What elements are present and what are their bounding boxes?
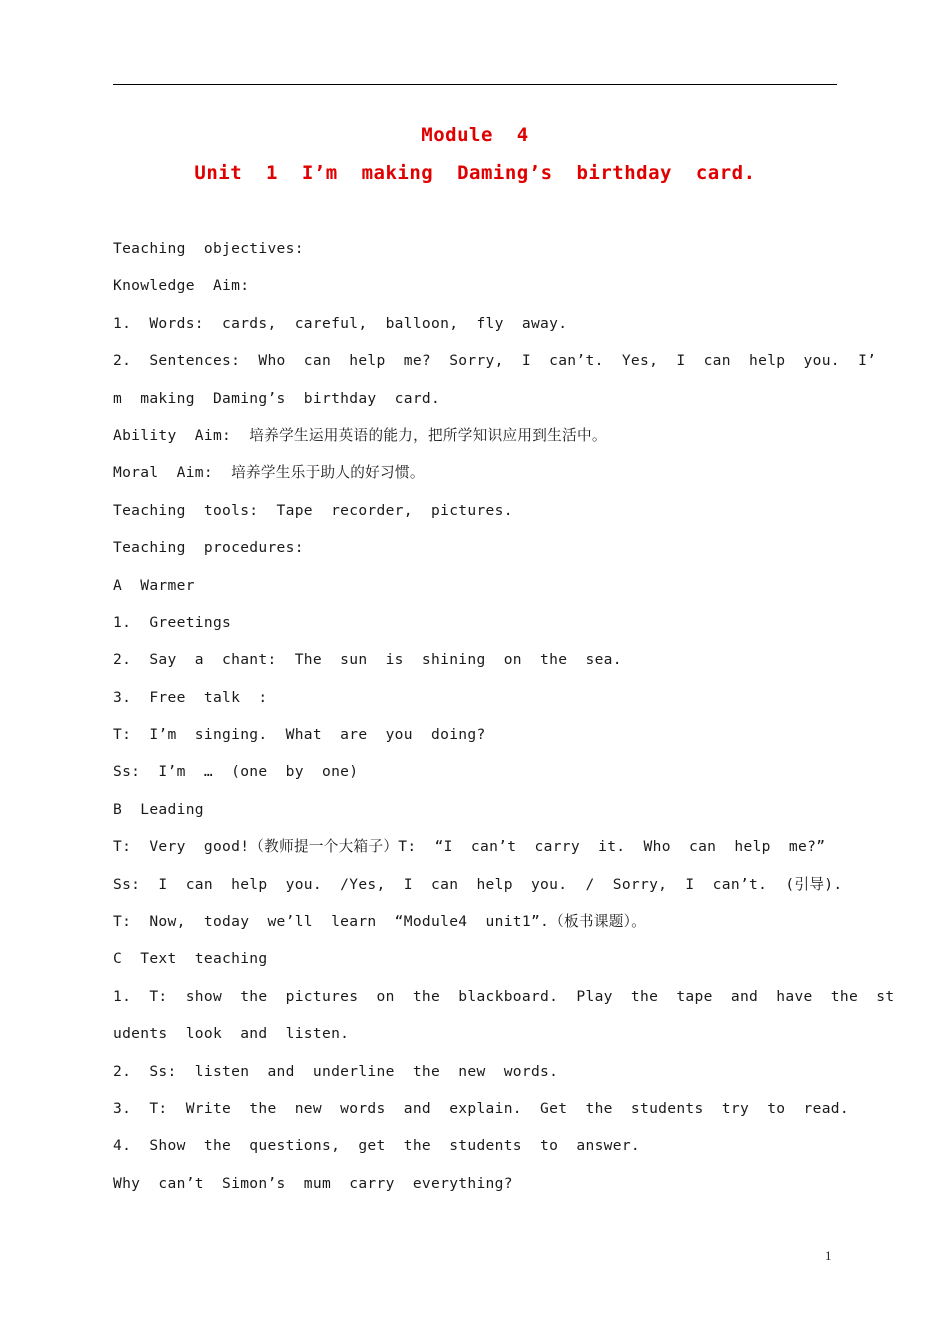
- header-rule: [113, 84, 837, 85]
- leading-teacher-line: T: Very good!（教师提一个大箱子）T: “I can’t carry it. Who can help me?”: [113, 838, 826, 856]
- step-free-talk: 3. Free talk :: [113, 688, 268, 706]
- heading-teaching-procedures: Teaching procedures:: [113, 539, 304, 557]
- moral-aim-line: Moral Aim: 培养学生乐于助人的好习惯。: [113, 464, 425, 482]
- sentences-line-cont: m making Daming’s birthday card.: [113, 389, 441, 407]
- heading-knowledge-aim: Knowledge Aim:: [113, 277, 250, 295]
- lesson-plan-body: [113, 238, 895, 1210]
- text-step-2: 2. Ss: listen and underline the new words.: [113, 1062, 559, 1080]
- text-step-1: 1. T: show the pictures on the blackboard. Play the tape and have the st: [113, 987, 895, 1005]
- heading-teaching-objectives: Teaching objectives:: [113, 240, 304, 257]
- page-number: 1: [825, 1248, 832, 1263]
- section-b-leading: B Leading: [113, 800, 204, 818]
- dialogue-students: Ss: I’m … (one by one): [113, 763, 359, 781]
- question-line: Why can’t Simon’s mum carry everything?: [113, 1174, 513, 1192]
- unit-title: Unit 1 I’m making Daming’s birthday card.: [194, 162, 756, 184]
- step-chant: 2. Say a chant: The sun is shining on the sea.: [113, 651, 622, 669]
- text-step-3: 3. T: Write the new words and explain. Get the students try to read.: [113, 1099, 849, 1117]
- leading-topic-line: T: Now, today we’ll learn “Module4 unit1”.（板书课题）。: [113, 913, 647, 931]
- sentences-line: 2. Sentences: Who can help me? Sorry, I can’t. Yes, I can help you. I’: [113, 352, 877, 370]
- step-greetings: 1. Greetings: [113, 613, 232, 631]
- ability-aim-line: Ability Aim: 培养学生运用英语的能力，把所学知识应用到生活中。: [113, 426, 607, 444]
- leading-students-line: Ss: I can help you. /Yes, I can help you. / Sorry, I can’t. (引导).: [113, 875, 843, 893]
- text-step-1-cont: udents look and listen.: [113, 1025, 350, 1043]
- dialogue-teacher: T: I’m singing. What are you doing?: [113, 726, 486, 744]
- section-c-text-teaching: C Text teaching: [113, 950, 268, 968]
- words-line: 1. Words: cards, careful, balloon, fly away.: [113, 314, 568, 332]
- section-a-warmer: A Warmer: [113, 576, 195, 594]
- teaching-tools-line: Teaching tools: Tape recorder, pictures.: [113, 501, 513, 519]
- text-step-4: 4. Show the questions, get the students to answer.: [113, 1137, 640, 1155]
- module-title: Module 4: [421, 124, 529, 146]
